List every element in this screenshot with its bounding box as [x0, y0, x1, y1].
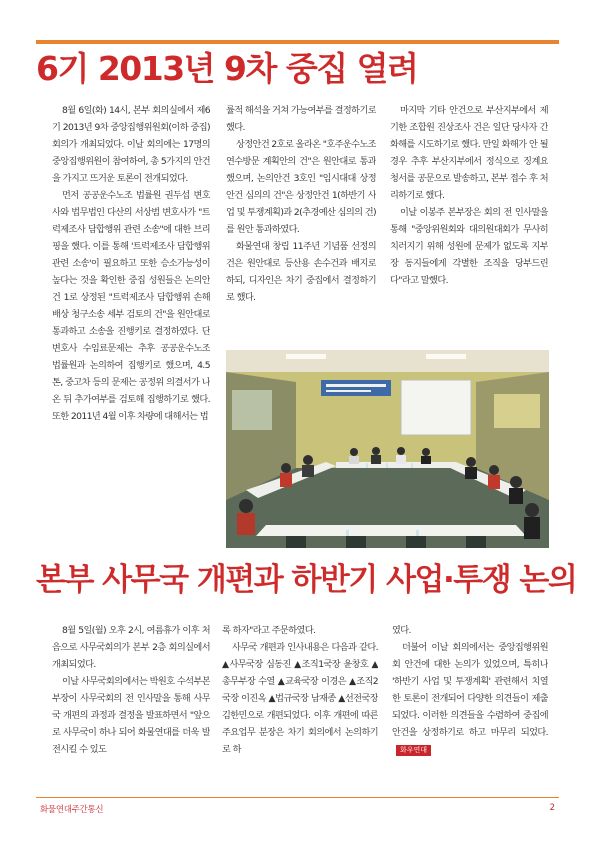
article1-paragraph: 8월 6일(화) 14시, 본부 회의실에서 제6기 2013년 9차 중앙집행위원회(이하 중집) 회의가 개최되었다. 이날 회의에는 17명의 중앙집행위원이 참여하여, 총 5가지의 안건을 가지고 뜨거운 토론이 전개되었다.: [52, 105, 210, 184]
article2-paragraph: 였다.: [392, 625, 411, 636]
article1-paragraph: 률적 해석을 거쳐 가능여부를 결정하기로 했다.: [226, 105, 376, 133]
article1-column-3: [390, 102, 548, 322]
meeting-photo: [226, 350, 549, 548]
source-badge: 화우연대: [396, 745, 431, 756]
article2-paragraph: 8월 5일(월) 오후 2시, 여름휴가 이후 처음으로 사무국회의가 본부 2층 회의실에서 개최되었다.: [52, 625, 210, 670]
article2-paragraph: 사무국 개편과 인사내용은 다음과 같다. ▲사무국장 심동진 ▲조직1국장 윤창호 ▲총무부장 수열 ▲교육국장 이경은 ▲조직2국장 이진옥 ▲법규국장 남재종 ▲선전국장 김한민으로 개편되었다. 이후 개편에 따른 주요업무 분장은 차기 회의에서 논의하기로 하: [222, 642, 378, 755]
article1-paragraph: 먼저 공공운수노조 법률원 권두섭 변호사와 법무법인 다산의 서상범 변호사가 "트럭제조사 담합행위 관련 소송"에 대한 브리핑을 했다. 이를 통해 '트럭제조사 담합행위 관련 소송'이 필요하고 또한 승소가능성이 높다는 것을 확인한 중집 성원들은 논의안건 1로 상정된 "트럭제조사 담합행위 손해배상 청구소송 세부 검토의 건"을 원안대로 통과하고 소송을 진행키로 결정하였다. 단 변호사 수임료문제는 추후 공공운수노조 법률원과 논의하여 집행키로 했으며, 4.5톤, 중고차 등의 문제는 공정위 의결서가 나온 뒤 추가여부를 검토해 집행하기로 했다. 또한 2011년 4월 이후 차량에 대해서는 법: [52, 190, 210, 422]
article2-paragraph: [392, 639, 548, 758]
article2-column-2: [222, 622, 378, 787]
meeting-photo-illustration: [226, 350, 549, 548]
article1-paragraph: 상정안건 2호로 올라온 "호주운수노조 연수방문 계획안의 건"은 원안대로 통과했으며, 논의안건 3호인 "임시대대 상정안건 심의의 건"은 상정안건 1(하반기 사업 및 투쟁계획)과 2(추경예산 심의의 건)를 원안 통과하였다.: [226, 139, 376, 235]
article1-paragraph: 이날 이봉주 본부장은 회의 전 인사말을 통해 "중앙위원회와 대의원대회가 무사히 치러지기 위해 성원에 문제가 없도록 지부장 동지들에게 각별한 조직을 당부드린다"라고 말했다.: [390, 207, 548, 286]
article1-column-1: [52, 102, 210, 557]
article2-paragraph: 이날 사무국회의에서는 박원호 수석부본부장이 사무국회의 전 인사말을 통해 사무국 개편의 과정과 결정을 발표하면서 "앞으로 사무국이 하나 되어 화물연대를 더욱 발전시킬 수 있도: [52, 676, 210, 755]
article1-column-2: [226, 102, 376, 342]
top-accent-rule: [36, 40, 559, 44]
article1-headline: 6기 2013년 9차 중집 열려: [36, 49, 418, 88]
article2-column-3: [392, 622, 548, 787]
article2-column-1: [52, 622, 210, 787]
page-number: 2: [549, 803, 555, 813]
article1-paragraph: 마지막 기타 안건으로 부산지부에서 제기한 조합원 진상조사 건은 일단 당사자 간 화해를 시도하기로 했다. 만일 화해가 안 될 경우 추후 부산지부에서 정식으로 징계요청서를 공문으로 발송하고, 본부 접수 후 처리하기로 했다.: [390, 105, 548, 201]
article2-paragraph: 록 하자"라고 주문하였다.: [222, 625, 316, 636]
article2-closing-text: 더불어 이날 회의에서는 중앙집행위원회 안건에 대한 논의가 있었으며, 특히나 '하반기 사업 및 투쟁계획' 관련해서 치열한 토론이 전개되어 다양한 의견들이 제출되었다. 이러한 의견들을 수렴하여 중집에 안건을 상정하기로 하고 마무리 되었다.: [392, 642, 548, 738]
publication-name: 화물연대주간통신: [40, 805, 104, 815]
article1-paragraph: 화물연대 창립 11주년 기념품 선정의 건은 원안대로 등산용 손수건과 배지로 하되, 디자인은 차기 중집에서 결정하기로 했다.: [226, 241, 376, 303]
article2-headline: 본부 사무국 개편과 하반기 사업·투쟁 논의: [36, 562, 577, 598]
footer-rule: [36, 797, 559, 798]
